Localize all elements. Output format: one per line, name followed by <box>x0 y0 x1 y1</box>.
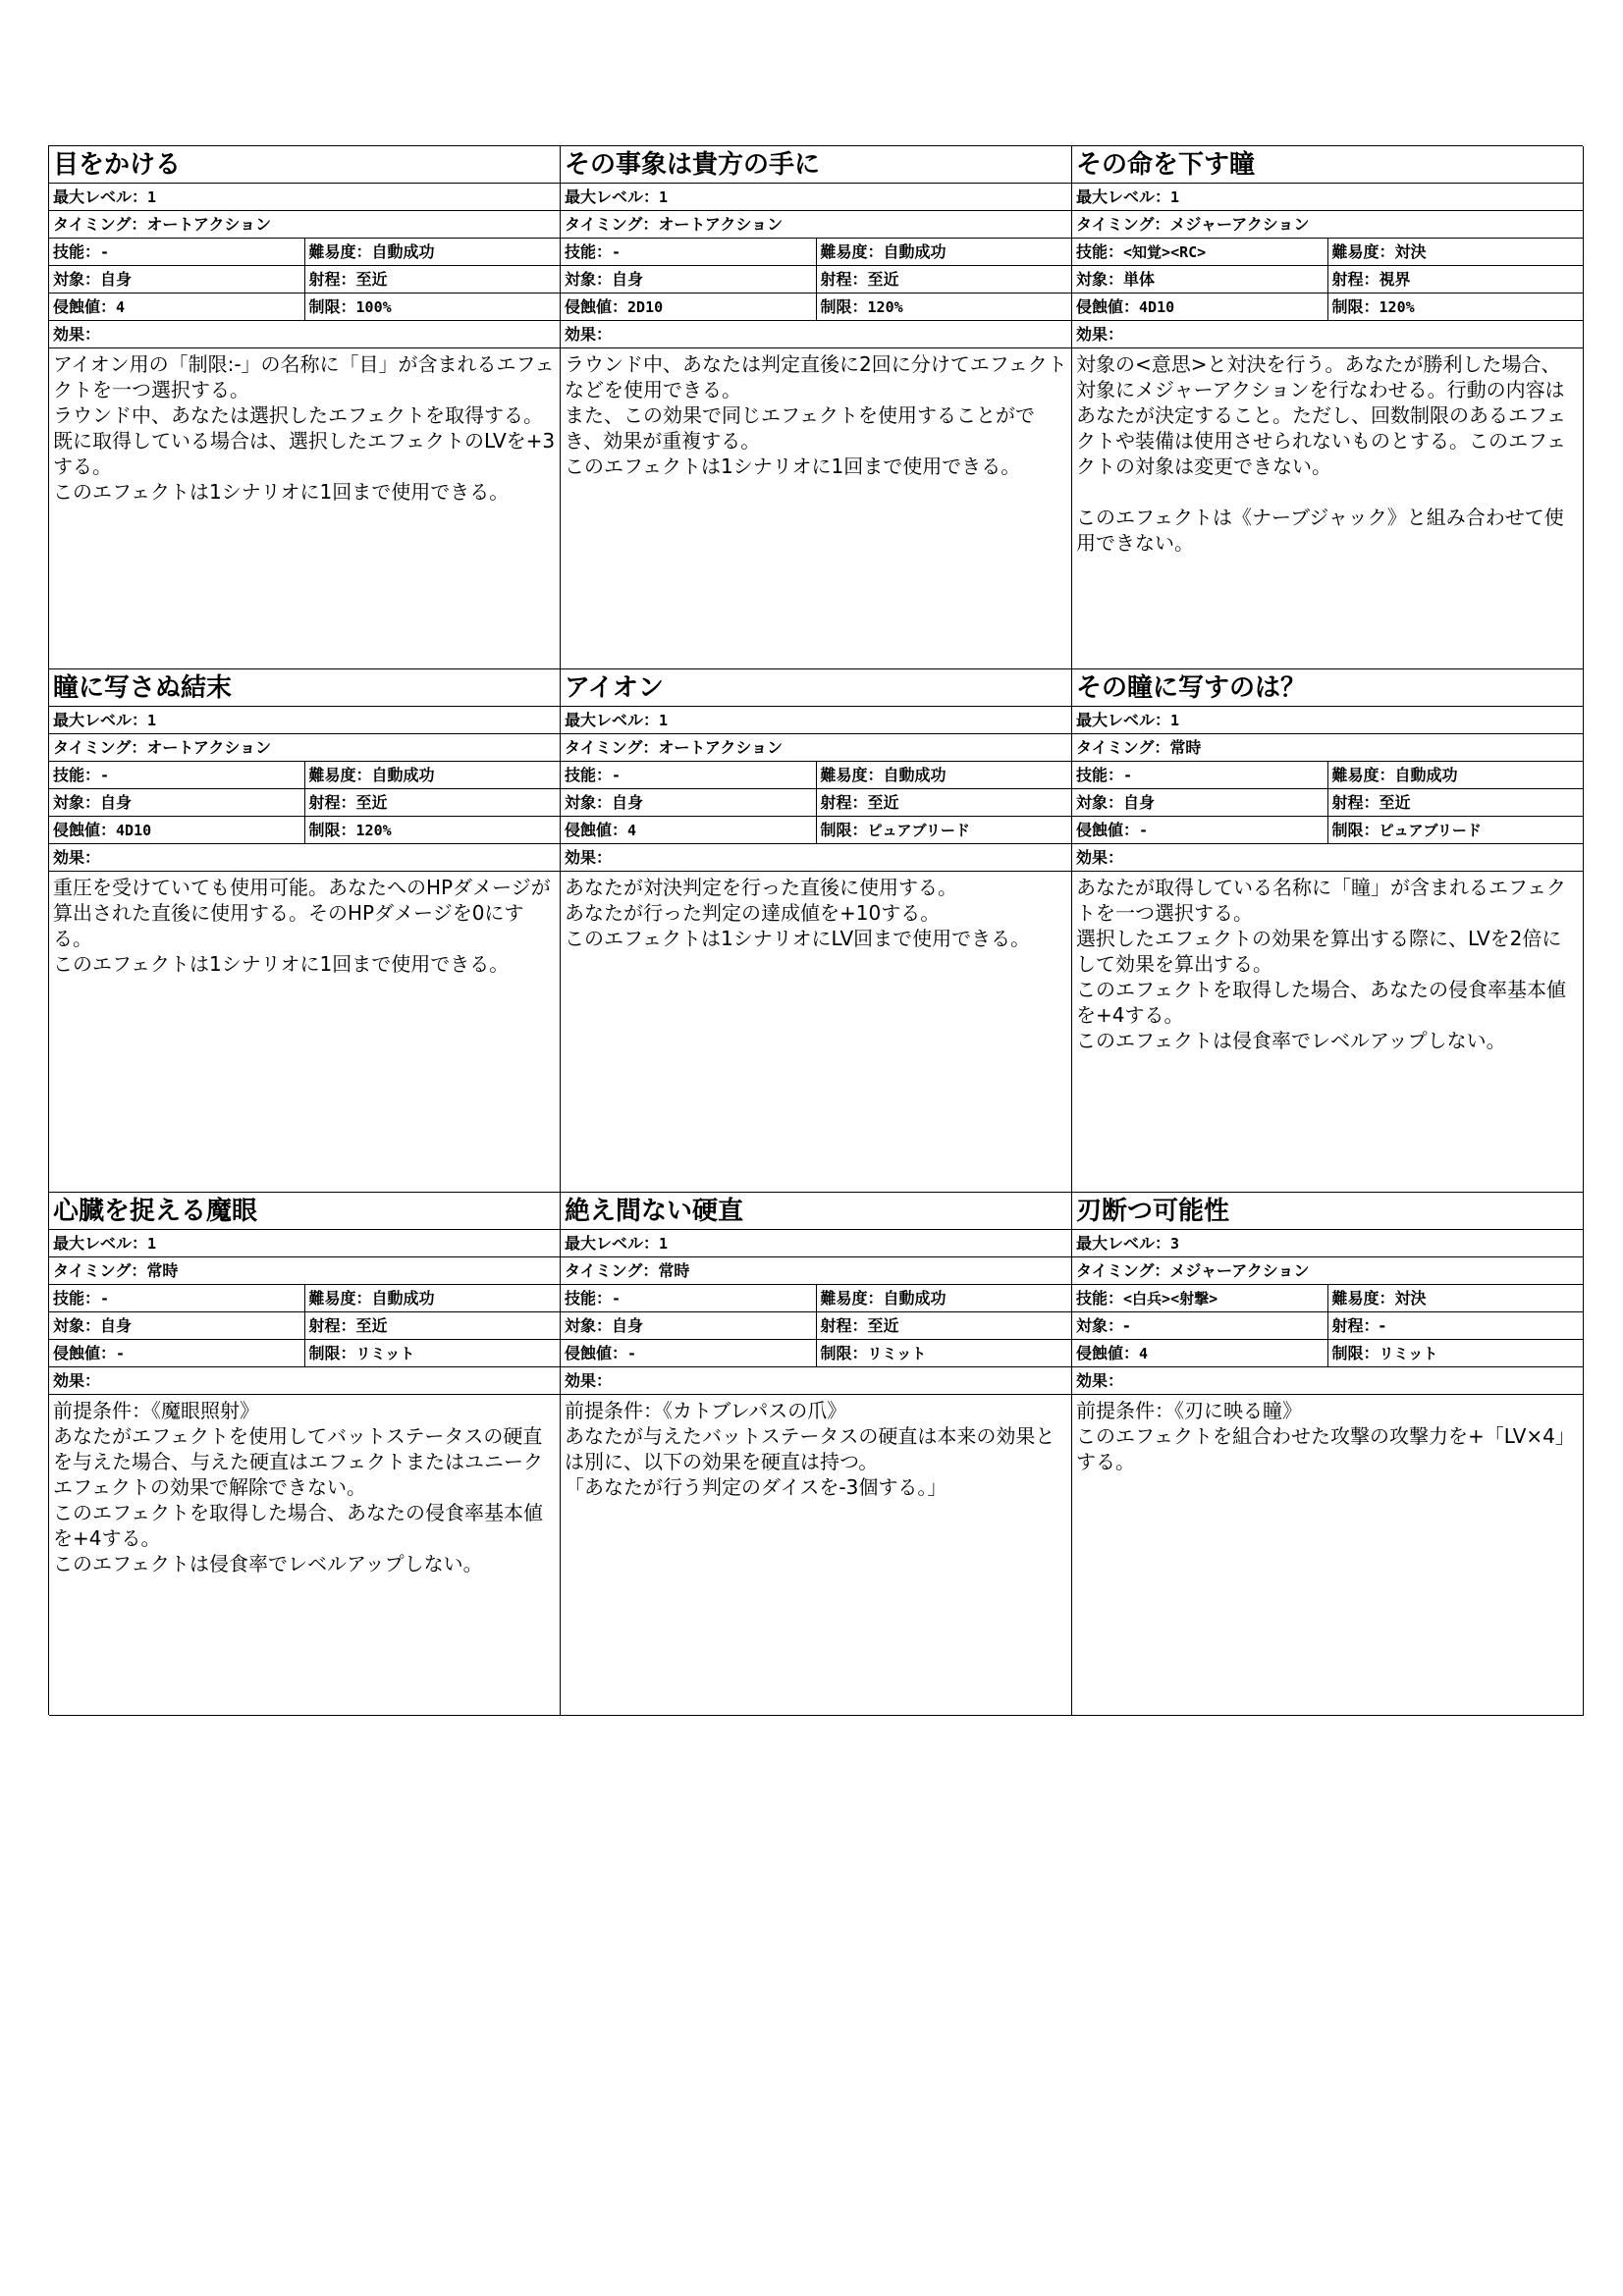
erosion-limit-row <box>561 1340 1071 1367</box>
effect-card-sheet <box>48 145 1583 1715</box>
erosion-limit-row <box>49 1340 560 1367</box>
timing-label: タイミング： <box>1076 1261 1170 1280</box>
effect-title: 絶え間ない硬直 <box>561 1193 1071 1230</box>
target-range-row <box>49 1312 560 1340</box>
effect-description: あなたが取得している名称に「瞳」が含まれるエフェクトを一つ選択する。 選択したエフェクトの効果を算出する際に、LVを2倍にして効果を算出する。 このエフェクトを取得した場合、あなたの侵食率基本値を+4する。 このエフェクトは侵食率でレベルアップしない。 <box>1076 876 1566 1052</box>
target-label: 対象： <box>565 793 613 812</box>
difficulty-label: 難易度： <box>820 1289 884 1308</box>
erosion-label: 侵蝕値： <box>565 297 628 316</box>
skill-value: - <box>100 243 110 261</box>
max-level-label: 最大レベル： <box>53 711 148 729</box>
max-level-row <box>561 1230 1071 1257</box>
erosion-label: 侵蝕値： <box>1076 297 1140 316</box>
skill-difficulty-row <box>1072 762 1583 789</box>
difficulty-label: 難易度： <box>820 242 884 261</box>
timing-label: タイミング： <box>565 215 659 234</box>
timing-value: オートアクション <box>658 738 784 757</box>
skill-difficulty-row <box>49 239 560 266</box>
timing-label: タイミング： <box>1076 215 1170 234</box>
erosion-label: 侵蝕値： <box>1076 821 1140 839</box>
limit-value: リミット <box>867 1345 927 1362</box>
max-level-value: 1 <box>659 188 669 206</box>
skill-label: 技能： <box>565 242 613 261</box>
effect-header-row <box>49 844 560 872</box>
max-level-value: 1 <box>147 188 157 206</box>
range-value: 至近 <box>867 1316 899 1335</box>
limit-value: 120% <box>355 822 392 839</box>
target-value: - <box>1123 1316 1130 1335</box>
difficulty-value: 自動成功 <box>371 242 435 261</box>
limit-label: 制限： <box>308 821 356 839</box>
erosion-value: 4 <box>627 822 637 839</box>
target-range-row <box>561 266 1071 294</box>
difficulty-label: 難易度： <box>308 242 372 261</box>
effect-card <box>49 146 561 669</box>
erosion-limit-row <box>49 294 560 321</box>
skill-label: 技能： <box>53 242 101 261</box>
timing-row <box>49 1257 560 1285</box>
effect-header-row <box>49 321 560 348</box>
limit-label: 制限： <box>1331 1344 1380 1362</box>
range-value: 至近 <box>355 270 388 289</box>
effect-title: 瞳に写さぬ結末 <box>49 669 560 707</box>
target-label: 対象： <box>1076 793 1124 812</box>
range-label: 射程： <box>308 793 356 812</box>
difficulty-label: 難易度： <box>308 1289 372 1308</box>
target-value: 自身 <box>100 793 133 812</box>
target-range-row <box>561 1312 1071 1340</box>
range-label: 射程： <box>308 270 356 289</box>
timing-label: タイミング： <box>565 1261 659 1280</box>
effect-header-row <box>561 1367 1071 1395</box>
effect-card <box>49 1193 561 1716</box>
max-level-row <box>49 707 560 734</box>
skill-label: 技能： <box>565 1289 613 1308</box>
timing-row <box>561 211 1071 239</box>
range-label: 射程： <box>308 1316 356 1335</box>
timing-row <box>49 211 560 239</box>
effect-title: その命を下す瞳 <box>1072 146 1583 184</box>
target-range-row <box>1072 266 1583 294</box>
limit-label: 制限： <box>308 297 356 316</box>
effect-title: 目をかける <box>49 146 560 184</box>
max-level-row <box>49 1230 560 1257</box>
timing-value: メジャーアクション <box>1169 1261 1310 1280</box>
max-level-label: 最大レベル： <box>1076 711 1171 729</box>
difficulty-label: 難易度： <box>1331 242 1395 261</box>
effect-description: 前提条件：《刃に映る瞳》 このエフェクトを組合わせた攻撃の攻撃力を+「LV×4」する。 <box>1076 1399 1575 1473</box>
effect-label: 効果： <box>1076 325 1124 344</box>
skill-value: - <box>612 767 622 784</box>
difficulty-value: 対決 <box>1394 242 1427 261</box>
range-label: 射程： <box>820 1316 868 1335</box>
range-value: 視界 <box>1379 270 1411 289</box>
limit-label: 制限： <box>820 1344 868 1362</box>
effect-header-row <box>561 844 1071 872</box>
effect-header-row <box>1072 844 1583 872</box>
erosion-limit-row <box>1072 294 1583 321</box>
range-value: 至近 <box>1379 793 1411 812</box>
max-level-value: 1 <box>659 712 669 729</box>
skill-label: 技能： <box>565 766 613 784</box>
effect-card <box>561 669 1072 1193</box>
target-value: 自身 <box>100 270 133 289</box>
erosion-value: 4D10 <box>1139 298 1175 316</box>
timing-value: 常時 <box>658 1261 690 1280</box>
timing-value: オートアクション <box>146 215 272 234</box>
skill-difficulty-row <box>561 1285 1071 1312</box>
skill-label: 技能： <box>53 1289 101 1308</box>
timing-value: 常時 <box>146 1261 179 1280</box>
timing-label: タイミング： <box>1076 738 1170 757</box>
range-value: - <box>1379 1316 1386 1335</box>
effect-description: 重圧を受けていても使用可能。あなたへのHPダメージが算出された直後に使用する。そのHPダメージを0にする。 このエフェクトは1シナリオに1回まで使用できる。 <box>53 876 551 976</box>
target-value: 自身 <box>612 793 644 812</box>
target-value: 自身 <box>1123 793 1156 812</box>
target-value: 自身 <box>612 1316 644 1335</box>
effect-title: アイオン <box>561 669 1071 707</box>
limit-label: 制限： <box>820 821 868 839</box>
target-label: 対象： <box>1076 270 1124 289</box>
skill-difficulty-row <box>49 1285 560 1312</box>
target-range-row <box>561 789 1071 817</box>
timing-row <box>1072 1257 1583 1285</box>
max-level-row <box>1072 707 1583 734</box>
limit-label: 制限： <box>820 297 868 316</box>
target-value: 自身 <box>100 1316 133 1335</box>
skill-value: - <box>100 1290 110 1308</box>
range-value: 至近 <box>867 270 899 289</box>
skill-difficulty-row <box>1072 1285 1583 1312</box>
effect-description: 対象の<意思>と対決を行う。あなたが勝利した場合、対象にメジャーアクションを行なわせる。行動の内容はあなたが決定すること。ただし、回数制限のあるエフェクトや装備は使用させられないものとする。このエフェクトの対象は変更できない。 このエフェクトは《ナーブジャック》と組み合わせて使用できない。 <box>1076 352 1566 555</box>
limit-value: リミット <box>355 1345 415 1362</box>
effect-label: 効果： <box>565 848 613 867</box>
erosion-label: 侵蝕値： <box>53 297 117 316</box>
target-label: 対象： <box>565 1316 613 1335</box>
erosion-value: 4 <box>1139 1345 1149 1362</box>
max-level-label: 最大レベル： <box>565 1234 660 1253</box>
target-range-row <box>49 266 560 294</box>
difficulty-value: 自動成功 <box>883 1289 947 1308</box>
range-label: 射程： <box>1331 793 1380 812</box>
effect-label: 効果： <box>53 848 101 867</box>
effect-title: 刃断つ可能性 <box>1072 1193 1583 1230</box>
limit-label: 制限： <box>308 1344 356 1362</box>
limit-value: 100% <box>355 298 392 316</box>
limit-value: 120% <box>867 298 903 316</box>
max-level-label: 最大レベル： <box>1076 1234 1171 1253</box>
skill-value: - <box>100 767 110 784</box>
erosion-limit-row <box>1072 817 1583 844</box>
max-level-value: 1 <box>147 712 157 729</box>
skill-value: - <box>612 1290 622 1308</box>
erosion-limit-row <box>49 817 560 844</box>
limit-value: ピュアブリード <box>867 822 970 839</box>
erosion-label: 侵蝕値： <box>53 1344 117 1362</box>
effect-header-row <box>561 321 1071 348</box>
target-value: 自身 <box>612 270 644 289</box>
max-level-row <box>49 184 560 211</box>
effect-card <box>1072 669 1584 1193</box>
difficulty-value: 自動成功 <box>883 242 947 261</box>
erosion-value: 2D10 <box>627 298 664 316</box>
difficulty-value: 自動成功 <box>371 1289 435 1308</box>
difficulty-label: 難易度： <box>820 766 884 784</box>
erosion-value: - <box>1139 822 1149 839</box>
target-label: 対象： <box>53 270 101 289</box>
difficulty-value: 自動成功 <box>1394 766 1458 784</box>
target-value: 単体 <box>1123 270 1156 289</box>
timing-row <box>1072 211 1583 239</box>
max-level-row <box>1072 184 1583 211</box>
skill-value: - <box>612 243 622 261</box>
timing-row <box>49 734 560 762</box>
max-level-label: 最大レベル： <box>565 187 660 206</box>
range-value: 至近 <box>867 793 899 812</box>
range-label: 射程： <box>820 793 868 812</box>
effect-card <box>1072 146 1584 669</box>
max-level-value: 3 <box>1170 1235 1180 1253</box>
difficulty-label: 難易度： <box>1331 766 1395 784</box>
erosion-label: 侵蝕値： <box>565 1344 628 1362</box>
timing-value: オートアクション <box>658 215 784 234</box>
erosion-limit-row <box>1072 1340 1583 1367</box>
erosion-label: 侵蝕値： <box>53 821 117 839</box>
erosion-value: 4 <box>116 298 126 316</box>
erosion-value: - <box>627 1345 637 1362</box>
effect-label: 効果： <box>53 1371 101 1390</box>
timing-value: メジャーアクション <box>1169 215 1310 234</box>
skill-value: <知覚><RC> <box>1123 243 1207 261</box>
effect-description: アイオン用の「制限:-」の名称に「目」が含まれるエフェクトを一つ選択する。 ラウンド中、あなたは選択したエフェクトを取得する。既に取得している場合は、選択したエフェクトのLVを+3する。 このエフェクトは1シナリオに1回まで使用できる。 <box>53 352 556 504</box>
timing-value: オートアクション <box>146 738 272 757</box>
max-level-row <box>1072 1230 1583 1257</box>
timing-row <box>1072 734 1583 762</box>
skill-label: 技能： <box>53 766 101 784</box>
erosion-label: 侵蝕値： <box>565 821 628 839</box>
difficulty-label: 難易度： <box>308 766 372 784</box>
effect-title: その事象は貴方の手に <box>561 146 1071 184</box>
max-level-row <box>561 707 1071 734</box>
effect-description: 前提条件：《カトブレパスの爪》 あなたが与えたバットステータスの硬直は本来の効果とは別に、以下の効果を硬直は持つ。 「あなたが行う判定のダイスを-3個する。」 <box>565 1399 1055 1499</box>
skill-label: 技能： <box>1076 242 1124 261</box>
target-range-row <box>49 789 560 817</box>
limit-value: リミット <box>1379 1345 1438 1362</box>
range-label: 射程： <box>820 270 868 289</box>
effect-card <box>561 146 1072 669</box>
effect-title: その瞳に写すのは？ <box>1072 669 1583 707</box>
erosion-value: 4D10 <box>116 822 152 839</box>
effect-label: 効果： <box>565 325 613 344</box>
skill-label: 技能： <box>1076 766 1124 784</box>
erosion-value: - <box>116 1345 126 1362</box>
limit-label: 制限： <box>1331 821 1380 839</box>
effect-label: 効果： <box>53 325 101 344</box>
erosion-limit-row <box>561 817 1071 844</box>
skill-label: 技能： <box>1076 1289 1124 1308</box>
target-range-row <box>1072 789 1583 817</box>
timing-row <box>561 1257 1071 1285</box>
difficulty-value: 自動成功 <box>883 766 947 784</box>
skill-difficulty-row <box>1072 239 1583 266</box>
effect-card <box>561 1193 1072 1716</box>
target-range-row <box>1072 1312 1583 1340</box>
effect-card <box>49 669 561 1193</box>
max-level-value: 1 <box>659 1235 669 1253</box>
timing-label: タイミング： <box>53 738 147 757</box>
erosion-limit-row <box>561 294 1071 321</box>
max-level-value: 1 <box>1170 188 1180 206</box>
skill-difficulty-row <box>561 239 1071 266</box>
range-label: 射程： <box>1331 270 1380 289</box>
effect-card <box>1072 1193 1584 1716</box>
effect-header-row <box>1072 1367 1583 1395</box>
effect-title: 心臓を捉える魔眼 <box>49 1193 560 1230</box>
timing-value: 常時 <box>1169 738 1202 757</box>
effect-label: 効果： <box>1076 1371 1124 1390</box>
limit-value: 120% <box>1379 298 1415 316</box>
effect-header-row <box>49 1367 560 1395</box>
range-label: 射程： <box>1331 1316 1380 1335</box>
erosion-label: 侵蝕値： <box>1076 1344 1140 1362</box>
skill-value: - <box>1123 767 1133 784</box>
skill-value: <白兵><射撃> <box>1123 1290 1218 1308</box>
max-level-value: 1 <box>1170 712 1180 729</box>
effect-label: 効果： <box>1076 848 1124 867</box>
max-level-label: 最大レベル： <box>565 711 660 729</box>
range-value: 至近 <box>355 1316 388 1335</box>
skill-difficulty-row <box>561 762 1071 789</box>
target-label: 対象： <box>565 270 613 289</box>
timing-label: タイミング： <box>565 738 659 757</box>
timing-row <box>561 734 1071 762</box>
difficulty-value: 対決 <box>1394 1289 1427 1308</box>
limit-label: 制限： <box>1331 297 1380 316</box>
max-level-label: 最大レベル： <box>1076 187 1171 206</box>
timing-label: タイミング： <box>53 1261 147 1280</box>
max-level-label: 最大レベル： <box>53 1234 148 1253</box>
target-label: 対象： <box>53 1316 101 1335</box>
skill-difficulty-row <box>49 762 560 789</box>
effect-description: あなたが対決判定を行った直後に使用する。 あなたが行った判定の達成値を+10する。 このエフェクトは1シナリオにLV回まで使用できる。 <box>565 876 1031 950</box>
target-label: 対象： <box>53 793 101 812</box>
target-label: 対象： <box>1076 1316 1124 1335</box>
max-level-value: 1 <box>147 1235 157 1253</box>
max-level-label: 最大レベル： <box>53 187 148 206</box>
difficulty-label: 難易度： <box>1331 1289 1395 1308</box>
range-value: 至近 <box>355 793 388 812</box>
effect-description: 前提条件：《魔眼照射》 あなたがエフェクトを使用してバットステータスの硬直を与えた場合、与えた硬直はエフェクトまたはユニークエフェクトの効果で解除できない。 このエフェクトを取得した場合、あなたの侵食率基本値を+4する。 このエフェクトは侵食率でレベルアップしない。 <box>53 1399 543 1575</box>
effect-header-row <box>1072 321 1583 348</box>
max-level-row <box>561 184 1071 211</box>
timing-label: タイミング： <box>53 215 147 234</box>
effect-description: ラウンド中、あなたは判定直後に2回に分けてエフェクトなどを使用できる。 また、この効果で同じエフェクトを使用することができ、効果が重複する。 このエフェクトは1シナリオに1回まで使用できる。 <box>565 352 1067 478</box>
limit-value: ピュアブリード <box>1379 822 1482 839</box>
difficulty-value: 自動成功 <box>371 766 435 784</box>
effect-label: 効果： <box>565 1371 613 1390</box>
